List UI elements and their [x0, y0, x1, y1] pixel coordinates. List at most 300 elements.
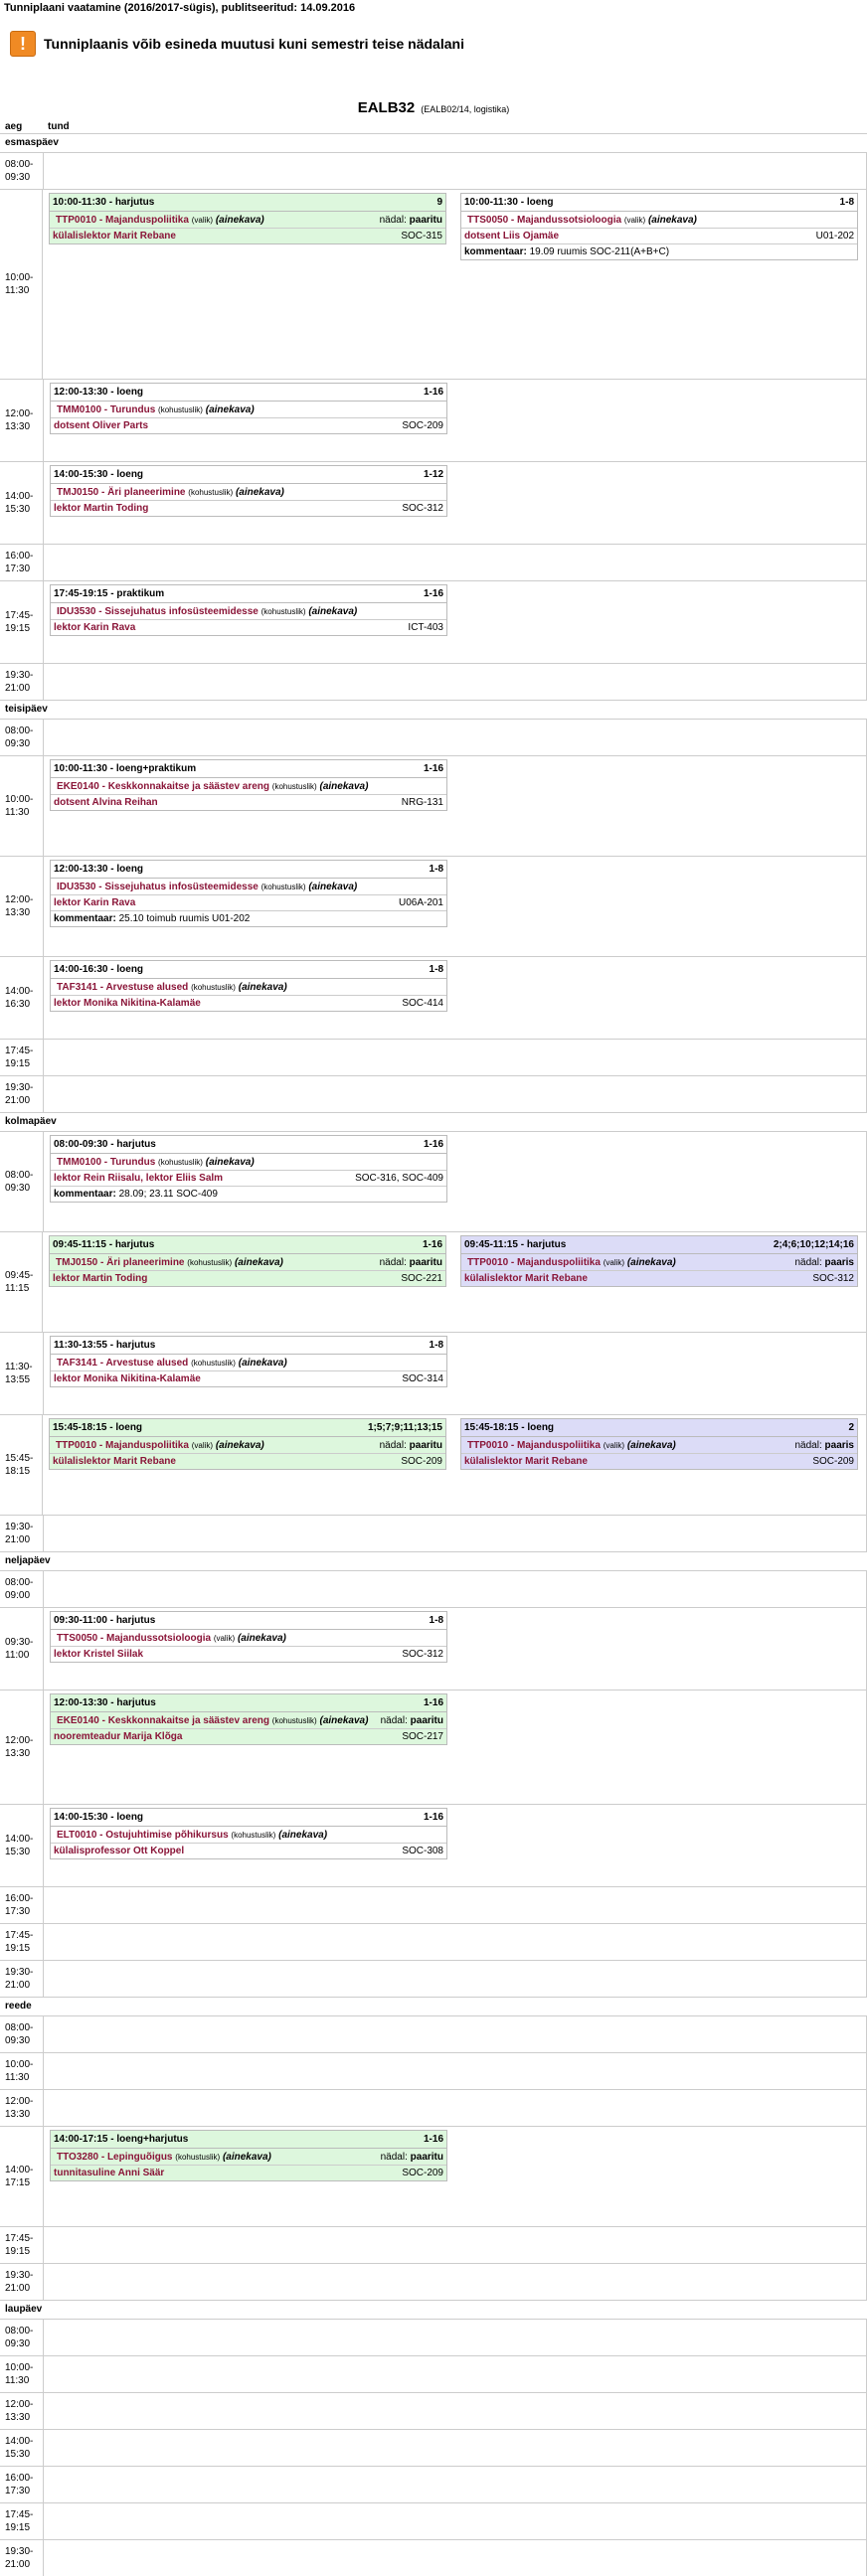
time-slot-cells: [44, 756, 867, 856]
course-link[interactable]: IDU3530 - Sissejuhatus infosüsteemidesse: [57, 882, 259, 892]
teacher-line: [51, 894, 446, 910]
course-type: (valik): [191, 216, 214, 225]
teacher-name[interactable]: nooremteadur Marija Klõga: [54, 1731, 183, 1742]
time-slot-cells: [44, 2227, 867, 2263]
course-type: (valik): [213, 1634, 236, 1643]
course-line: [461, 1254, 857, 1270]
course-type: (kohustuslik): [191, 983, 236, 992]
course-link[interactable]: TTP0010 - Majanduspoliitika: [56, 215, 189, 226]
course-link[interactable]: TMM0100 - Turundus: [57, 1157, 156, 1168]
course-info: [56, 1257, 283, 1268]
ainekava-link[interactable]: (ainekava): [237, 1633, 286, 1644]
course-line: [50, 212, 445, 228]
ainekava-link[interactable]: (ainekava): [626, 1257, 676, 1268]
time-slot-cells: [44, 1924, 867, 1960]
time-slot-label: 14:00-16:30: [0, 957, 44, 1039]
teacher-line: [51, 1646, 446, 1662]
course-info: [57, 487, 284, 498]
lesson-card[interactable]: [50, 860, 447, 927]
week-label: nädal:: [379, 1440, 407, 1451]
course-info: [56, 215, 264, 226]
time-slot-label: 12:00-13:30: [0, 1690, 44, 1804]
teacher-name[interactable]: lektor Karin Rava: [54, 622, 136, 633]
ainekava-link[interactable]: (ainekava): [626, 1440, 676, 1451]
lesson-time-type: 17:45-19:15 - praktikum: [54, 588, 165, 599]
time-slot-label: 08:00-09:30: [0, 153, 44, 189]
teacher-line: [50, 1270, 445, 1286]
teacher-line: [51, 500, 446, 516]
time-slot-label: 14:00-15:30: [0, 462, 44, 544]
ainekava-link[interactable]: (ainekava): [308, 606, 358, 617]
comment-label: kommentaar:: [464, 246, 527, 257]
lesson-time-type: 09:45-11:15 - harjutus: [464, 1239, 567, 1250]
course-line: [51, 778, 446, 794]
time-slot-row: [0, 663, 867, 700]
time-slot-label: 14:00-17:15: [0, 2127, 44, 2226]
teacher-line: [51, 417, 446, 433]
ainekava-link[interactable]: (ainekava): [222, 2152, 271, 2163]
time-slot-label: 09:30-11:00: [0, 1608, 44, 1690]
time-slot-cells: [44, 2264, 867, 2300]
teacher-line: [51, 1728, 446, 1744]
course-link[interactable]: TTP0010 - Majanduspoliitika: [56, 1440, 189, 1451]
day-header: esmaspäev: [0, 133, 867, 152]
time-slot-label: 08:00-09:30: [0, 2016, 44, 2052]
time-slot-row: [0, 2355, 867, 2392]
time-slot-label: 17:45-19:15: [0, 1040, 44, 1075]
time-slot-row: [0, 152, 867, 189]
time-slot-row: [0, 2089, 867, 2126]
course-line: [51, 484, 446, 500]
lesson-weeks: 1-16: [423, 1697, 443, 1708]
lesson-time-type: 12:00-13:30 - loeng: [54, 387, 144, 398]
course-type: (kohustuslik): [158, 1158, 203, 1167]
teacher-name[interactable]: külalisprofessor Ott Koppel: [54, 1846, 185, 1856]
course-line: [50, 1437, 445, 1453]
room: SOC-414: [402, 998, 443, 1009]
lesson-card[interactable]: [50, 1336, 447, 1387]
week-value: paaris: [824, 1440, 854, 1451]
time-slot-cells: [44, 2320, 867, 2355]
time-slot-cells: [44, 2053, 867, 2089]
teacher-name[interactable]: dotsent Oliver Parts: [54, 420, 149, 431]
course-link[interactable]: TMJ0150 - Äri planeerimine: [56, 1257, 185, 1268]
time-slot-cells: [44, 2393, 867, 2429]
lesson-card[interactable]: [50, 1135, 447, 1203]
course-type: (kohustuslik): [231, 1831, 276, 1840]
week-parity: [380, 1257, 442, 1268]
time-slot-cells: [44, 2016, 867, 2052]
lesson-weeks: 9: [436, 197, 442, 208]
ainekava-link[interactable]: (ainekava): [647, 215, 697, 226]
week-label: nädal:: [379, 1257, 407, 1268]
course-type: (kohustuslik): [187, 1258, 233, 1267]
week-label: nädal:: [379, 215, 407, 226]
time-slot-label: 19:30-21:00: [0, 664, 44, 700]
time-slot-label: 14:00-15:30: [0, 1805, 44, 1886]
room: SOC-314: [402, 1373, 443, 1384]
week-value: paaritu: [409, 1257, 442, 1268]
teacher-line: [461, 1270, 857, 1286]
ainekava-link[interactable]: (ainekava): [238, 1358, 287, 1368]
course-info: [57, 1633, 286, 1644]
course-line: [50, 1254, 445, 1270]
teacher-line: [51, 794, 446, 810]
course-link[interactable]: TTS0050 - Majandussotsioloogia: [467, 215, 622, 226]
lesson-header: [51, 2131, 446, 2149]
time-slot-cells: [44, 1076, 867, 1112]
time-slot-label: 17:45-19:15: [0, 2503, 44, 2539]
course-type: (valik): [603, 1258, 625, 1267]
comment-line: [461, 243, 857, 259]
time-slot-label: 12:00-13:30: [0, 380, 44, 461]
time-slot-cells: [43, 1232, 867, 1332]
time-slot-row: [0, 2539, 867, 2576]
time-slot-cells: [44, 2127, 867, 2226]
week-parity: [381, 1715, 443, 1726]
time-slot-cells: [44, 380, 867, 461]
col-aeg: aeg: [5, 121, 23, 132]
course-type: (kohustuslik): [260, 607, 306, 616]
course-link[interactable]: EKE0140 - Keskkonnakaitse ja säästev areng: [57, 1715, 270, 1726]
lesson-weeks: 1-8: [429, 1340, 443, 1351]
teacher-line: [461, 1453, 857, 1469]
lesson-card[interactable]: [50, 2130, 447, 2181]
comment-line: [51, 1186, 446, 1202]
lesson-time-type: 09:45-11:15 - harjutus: [53, 1239, 155, 1250]
time-slot-row: [0, 1960, 867, 1997]
time-slot-row: [0, 2466, 867, 2502]
time-slot-row: [0, 1332, 867, 1414]
ainekava-link[interactable]: (ainekava): [205, 1157, 255, 1168]
course-info: [57, 982, 287, 993]
week-value: paaritu: [409, 1440, 442, 1451]
ainekava-link[interactable]: (ainekava): [235, 487, 284, 498]
time-slot-cells: [44, 1608, 867, 1690]
time-slot-label: 09:45-11:15: [0, 1232, 43, 1332]
time-slot-row: [0, 379, 867, 461]
teacher-name[interactable]: dotsent Liis Ojamäe: [464, 231, 560, 242]
lesson-header: [50, 1419, 445, 1437]
course-info: [57, 1830, 327, 1841]
teacher-line: [51, 2165, 446, 2180]
course-line: [51, 879, 446, 894]
time-slot-label: 12:00-13:30: [0, 2393, 44, 2429]
lesson-card[interactable]: [50, 383, 447, 434]
lesson-card[interactable]: [50, 759, 447, 811]
lesson-weeks: 1-16: [423, 1812, 443, 1823]
lesson-card[interactable]: [50, 465, 447, 517]
teacher-line: [461, 228, 857, 243]
lesson-time-type: 14:00-16:30 - loeng: [54, 964, 144, 975]
course-line: [51, 1154, 446, 1170]
teacher-name[interactable]: külalislektor Marit Rebane: [464, 1456, 588, 1467]
time-slot-cells: [44, 462, 867, 544]
time-slot-cells: [44, 1961, 867, 1997]
lesson-time-type: 14:00-17:15 - loeng+harjutus: [54, 2134, 189, 2145]
week-value: paaritu: [410, 2152, 443, 2163]
course-link[interactable]: TAF3141 - Arvestuse alused: [57, 1358, 189, 1368]
lesson-card[interactable]: [49, 193, 446, 244]
course-info: [57, 1157, 255, 1168]
day-header: kolmapäev: [0, 1112, 867, 1131]
course-info: [57, 606, 357, 617]
room: U01-202: [815, 231, 854, 242]
course-info: [467, 1257, 676, 1268]
teacher-line: [51, 995, 446, 1011]
time-slot-cells: [44, 2356, 867, 2392]
ainekava-link[interactable]: (ainekava): [319, 1715, 369, 1726]
lesson-header: [51, 861, 446, 879]
lesson-header: [51, 585, 446, 603]
time-slot-row: [0, 719, 867, 755]
week-parity: [795, 1257, 855, 1268]
lesson-card[interactable]: [50, 1693, 447, 1745]
ainekava-link[interactable]: (ainekava): [238, 982, 287, 993]
course-link[interactable]: TAF3141 - Arvestuse alused: [57, 982, 189, 993]
time-slot-label: 10:00-11:30: [0, 756, 44, 856]
week-label: nädal:: [380, 2152, 408, 2163]
course-link[interactable]: TTP0010 - Majanduspoliitika: [467, 1440, 601, 1451]
week-parity: [795, 1440, 855, 1451]
time-slot-cells: [44, 545, 867, 580]
time-slot-row: [0, 2126, 867, 2226]
lesson-weeks: 2: [848, 1422, 854, 1433]
course-info: [467, 1440, 676, 1451]
time-slot-label: 17:45-19:15: [0, 1924, 44, 1960]
time-slot-label: 19:30-21:00: [0, 1961, 44, 1997]
time-slot-cells: [44, 1805, 867, 1886]
course-link[interactable]: ELT0010 - Ostujuhtimise põhikursus: [57, 1830, 229, 1841]
room: SOC-209: [402, 420, 443, 431]
ainekava-link[interactable]: (ainekava): [205, 404, 255, 415]
group-code: EALB32: [357, 99, 416, 116]
time-slot-cells: [43, 190, 867, 379]
ainekava-link[interactable]: (ainekava): [234, 1257, 283, 1268]
lesson-weeks: 1-16: [423, 763, 443, 774]
course-type: (kohustuslik): [271, 782, 317, 791]
time-slot-label: 10:00-11:30: [0, 2356, 44, 2392]
lesson-header: [51, 760, 446, 778]
course-type: (valik): [603, 1441, 625, 1450]
course-link[interactable]: TMJ0150 - Äri planeerimine: [57, 487, 186, 498]
lesson-card[interactable]: [50, 1808, 447, 1859]
lesson-card[interactable]: [50, 584, 447, 636]
time-slot-row: [0, 2052, 867, 2089]
time-slot-row: [0, 1570, 867, 1607]
time-slot-row: [0, 580, 867, 663]
time-slot-cells: [44, 1571, 867, 1607]
time-slot-label: 16:00-17:30: [0, 1887, 44, 1923]
time-slot-label: 15:45-18:15: [0, 1415, 43, 1515]
time-slot-cells: [44, 2430, 867, 2466]
lesson-card[interactable]: [49, 1418, 446, 1470]
teacher-name[interactable]: lektor Monika Nikitina-Kalamäe: [54, 998, 201, 1009]
page-header-line: Tunniplaani vaatamine (2016/2017-sügis), publitseeritud: 14.09.2016: [4, 2, 356, 14]
comment-line: [51, 910, 446, 926]
room: SOC-221: [401, 1273, 442, 1284]
time-slot-label: 17:45-19:15: [0, 581, 44, 663]
course-link[interactable]: TMM0100 - Turundus: [57, 404, 156, 415]
course-info: [56, 1440, 264, 1451]
lesson-card[interactable]: [460, 1418, 858, 1470]
time-slot-label: 12:00-13:30: [0, 857, 44, 956]
lesson-header: [51, 384, 446, 402]
ainekava-link[interactable]: (ainekava): [215, 215, 264, 226]
course-type: (kohustuslik): [158, 405, 203, 414]
week-label: nädal:: [794, 1257, 822, 1268]
ainekava-link[interactable]: (ainekava): [308, 882, 358, 892]
teacher-name[interactable]: lektor Martin Toding: [54, 503, 149, 514]
time-slot-label: 16:00-17:30: [0, 545, 44, 580]
course-info: [57, 1358, 287, 1368]
lesson-time-type: 12:00-13:30 - loeng: [54, 864, 144, 875]
week-value: paaris: [824, 1257, 854, 1268]
lesson-time-type: 08:00-09:30 - harjutus: [54, 1139, 156, 1150]
lesson-header: [51, 1612, 446, 1630]
course-link[interactable]: TTP0010 - Majanduspoliitika: [467, 1257, 601, 1268]
teacher-line: [51, 1843, 446, 1858]
time-slot-cells: [44, 2467, 867, 2502]
warning-banner: [0, 26, 867, 62]
course-type: (kohustuslik): [191, 1359, 236, 1368]
time-slot-label: 19:30-21:00: [0, 1516, 44, 1551]
teacher-name[interactable]: külalislektor Marit Rebane: [464, 1273, 588, 1284]
time-slot-row: [0, 1804, 867, 1886]
teacher-name[interactable]: lektor Monika Nikitina-Kalamäe: [54, 1373, 201, 1384]
week-parity: [380, 215, 442, 226]
course-link[interactable]: TTO3280 - Lepinguõigus: [57, 2152, 173, 2163]
course-type: (valik): [191, 1441, 214, 1450]
time-slot-row: [0, 1923, 867, 1960]
time-slot-row: [0, 1607, 867, 1690]
ainekava-link[interactable]: (ainekava): [278, 1830, 328, 1841]
teacher-name[interactable]: lektor Kristel Siilak: [54, 1649, 144, 1660]
time-slot-label: 10:00-11:30: [0, 190, 43, 379]
comment-label: kommentaar:: [54, 913, 116, 924]
course-link[interactable]: TTS0050 - Majandussotsioloogia: [57, 1633, 212, 1644]
room: SOC-217: [402, 1731, 443, 1742]
day-header: reede: [0, 1997, 867, 2015]
comment-text: 28.09; 23.11 SOC-409: [118, 1189, 218, 1200]
lesson-weeks: 1-8: [429, 1615, 443, 1626]
lesson-header: [461, 1236, 857, 1254]
lesson-weeks: 1-8: [429, 964, 443, 975]
course-link[interactable]: EKE0140 - Keskkonnakaitse ja säästev areng: [57, 781, 270, 792]
room: SOC-312: [812, 1273, 854, 1284]
comment-text: 25.10 toimub ruumis U01-202: [118, 913, 251, 924]
time-slot-row: [0, 2429, 867, 2466]
comment-text: 19.09 ruumis SOC-211(A+B+C): [529, 246, 670, 257]
lesson-weeks: 1-16: [423, 2134, 443, 2145]
lesson-header: [51, 1136, 446, 1154]
time-slot-row: [0, 1231, 867, 1332]
time-slot-row: [0, 2263, 867, 2300]
room: SOC-315: [401, 231, 442, 242]
teacher-name[interactable]: lektor Karin Rava: [54, 897, 136, 908]
lesson-header: [51, 961, 446, 979]
time-slot-cells: [44, 1132, 867, 1231]
lesson-time-type: 10:00-11:30 - loeng+praktikum: [54, 763, 197, 774]
week-parity: [381, 2152, 443, 2163]
time-slot-label: 10:00-11:30: [0, 2053, 44, 2089]
day-header: neljapäev: [0, 1551, 867, 1570]
room: SOC-316, SOC-409: [355, 1173, 443, 1184]
room: SOC-209: [401, 1456, 442, 1467]
lesson-weeks: 1-12: [423, 469, 443, 480]
course-link[interactable]: IDU3530 - Sissejuhatus infosüsteemidesse: [57, 606, 259, 617]
lesson-header: [51, 1809, 446, 1827]
course-line: [461, 212, 857, 228]
time-slot-label: 08:00-09:00: [0, 1571, 44, 1607]
lesson-card[interactable]: [460, 1235, 858, 1287]
course-type: (kohustuslik): [175, 2153, 221, 2162]
time-slot-cells: [44, 581, 867, 663]
time-slot-cells: [44, 720, 867, 755]
lesson-weeks: 2;4;6;10;12;14;16: [773, 1239, 854, 1250]
group-detail: (EALB02/14, logistika): [421, 104, 510, 114]
room: SOC-312: [402, 1649, 443, 1660]
room: SOC-308: [402, 1846, 443, 1856]
lesson-header: [50, 1236, 445, 1254]
lesson-card[interactable]: [50, 1611, 447, 1663]
time-slot-cells: [44, 153, 867, 189]
time-slot-row: [0, 755, 867, 856]
time-slot-label: 08:00-09:30: [0, 720, 44, 755]
teacher-name[interactable]: külalislektor Marit Rebane: [53, 1456, 176, 1467]
time-slot-label: 19:30-21:00: [0, 2540, 44, 2576]
time-slot-label: 12:00-13:30: [0, 2090, 44, 2126]
course-line: [51, 2149, 446, 2165]
time-slot-row: [0, 1886, 867, 1923]
teacher-name[interactable]: külalislektor Marit Rebane: [53, 231, 176, 242]
course-line: [461, 1437, 857, 1453]
lesson-header: [461, 1419, 857, 1437]
teacher-name[interactable]: dotsent Alvina Reihan: [54, 797, 158, 808]
lesson-time-type: 09:30-11:00 - harjutus: [54, 1615, 156, 1626]
lesson-header: [461, 194, 857, 212]
lesson-card[interactable]: [460, 193, 858, 260]
lesson-time-type: 10:00-11:30 - loeng: [464, 197, 554, 208]
course-info: [467, 215, 697, 226]
ainekava-link[interactable]: (ainekava): [215, 1440, 264, 1451]
time-slot-row: [0, 1515, 867, 1551]
lesson-time-type: 15:45-18:15 - loeng: [464, 1422, 555, 1433]
room: ICT-403: [408, 622, 443, 633]
time-slot-row: [0, 2319, 867, 2355]
schedule: [0, 133, 867, 2576]
lesson-time-type: 12:00-13:30 - harjutus: [54, 1697, 156, 1708]
course-type: (valik): [623, 216, 646, 225]
lesson-card[interactable]: [49, 1235, 446, 1287]
course-type: (kohustuslik): [260, 883, 306, 891]
ainekava-link[interactable]: (ainekava): [319, 781, 369, 792]
room: SOC-312: [402, 503, 443, 514]
day-header: laupäev: [0, 2300, 867, 2319]
time-slot-cells: [44, 957, 867, 1039]
time-slot-cells: [44, 1690, 867, 1804]
teacher-name[interactable]: lektor Martin Toding: [53, 1273, 148, 1284]
lesson-card[interactable]: [50, 960, 447, 1012]
time-slot-cells: [44, 664, 867, 700]
teacher-name[interactable]: tunnitasuline Anni Säär: [54, 2168, 165, 2178]
week-label: nädal:: [794, 1440, 822, 1451]
week-label: nädal:: [380, 1715, 408, 1726]
col-tund: tund: [48, 121, 70, 132]
teacher-name[interactable]: lektor Rein Riisalu, lektor Eliis Salm: [54, 1173, 224, 1184]
time-slot-cells: [43, 1415, 867, 1515]
time-slot-row: [0, 2015, 867, 2052]
